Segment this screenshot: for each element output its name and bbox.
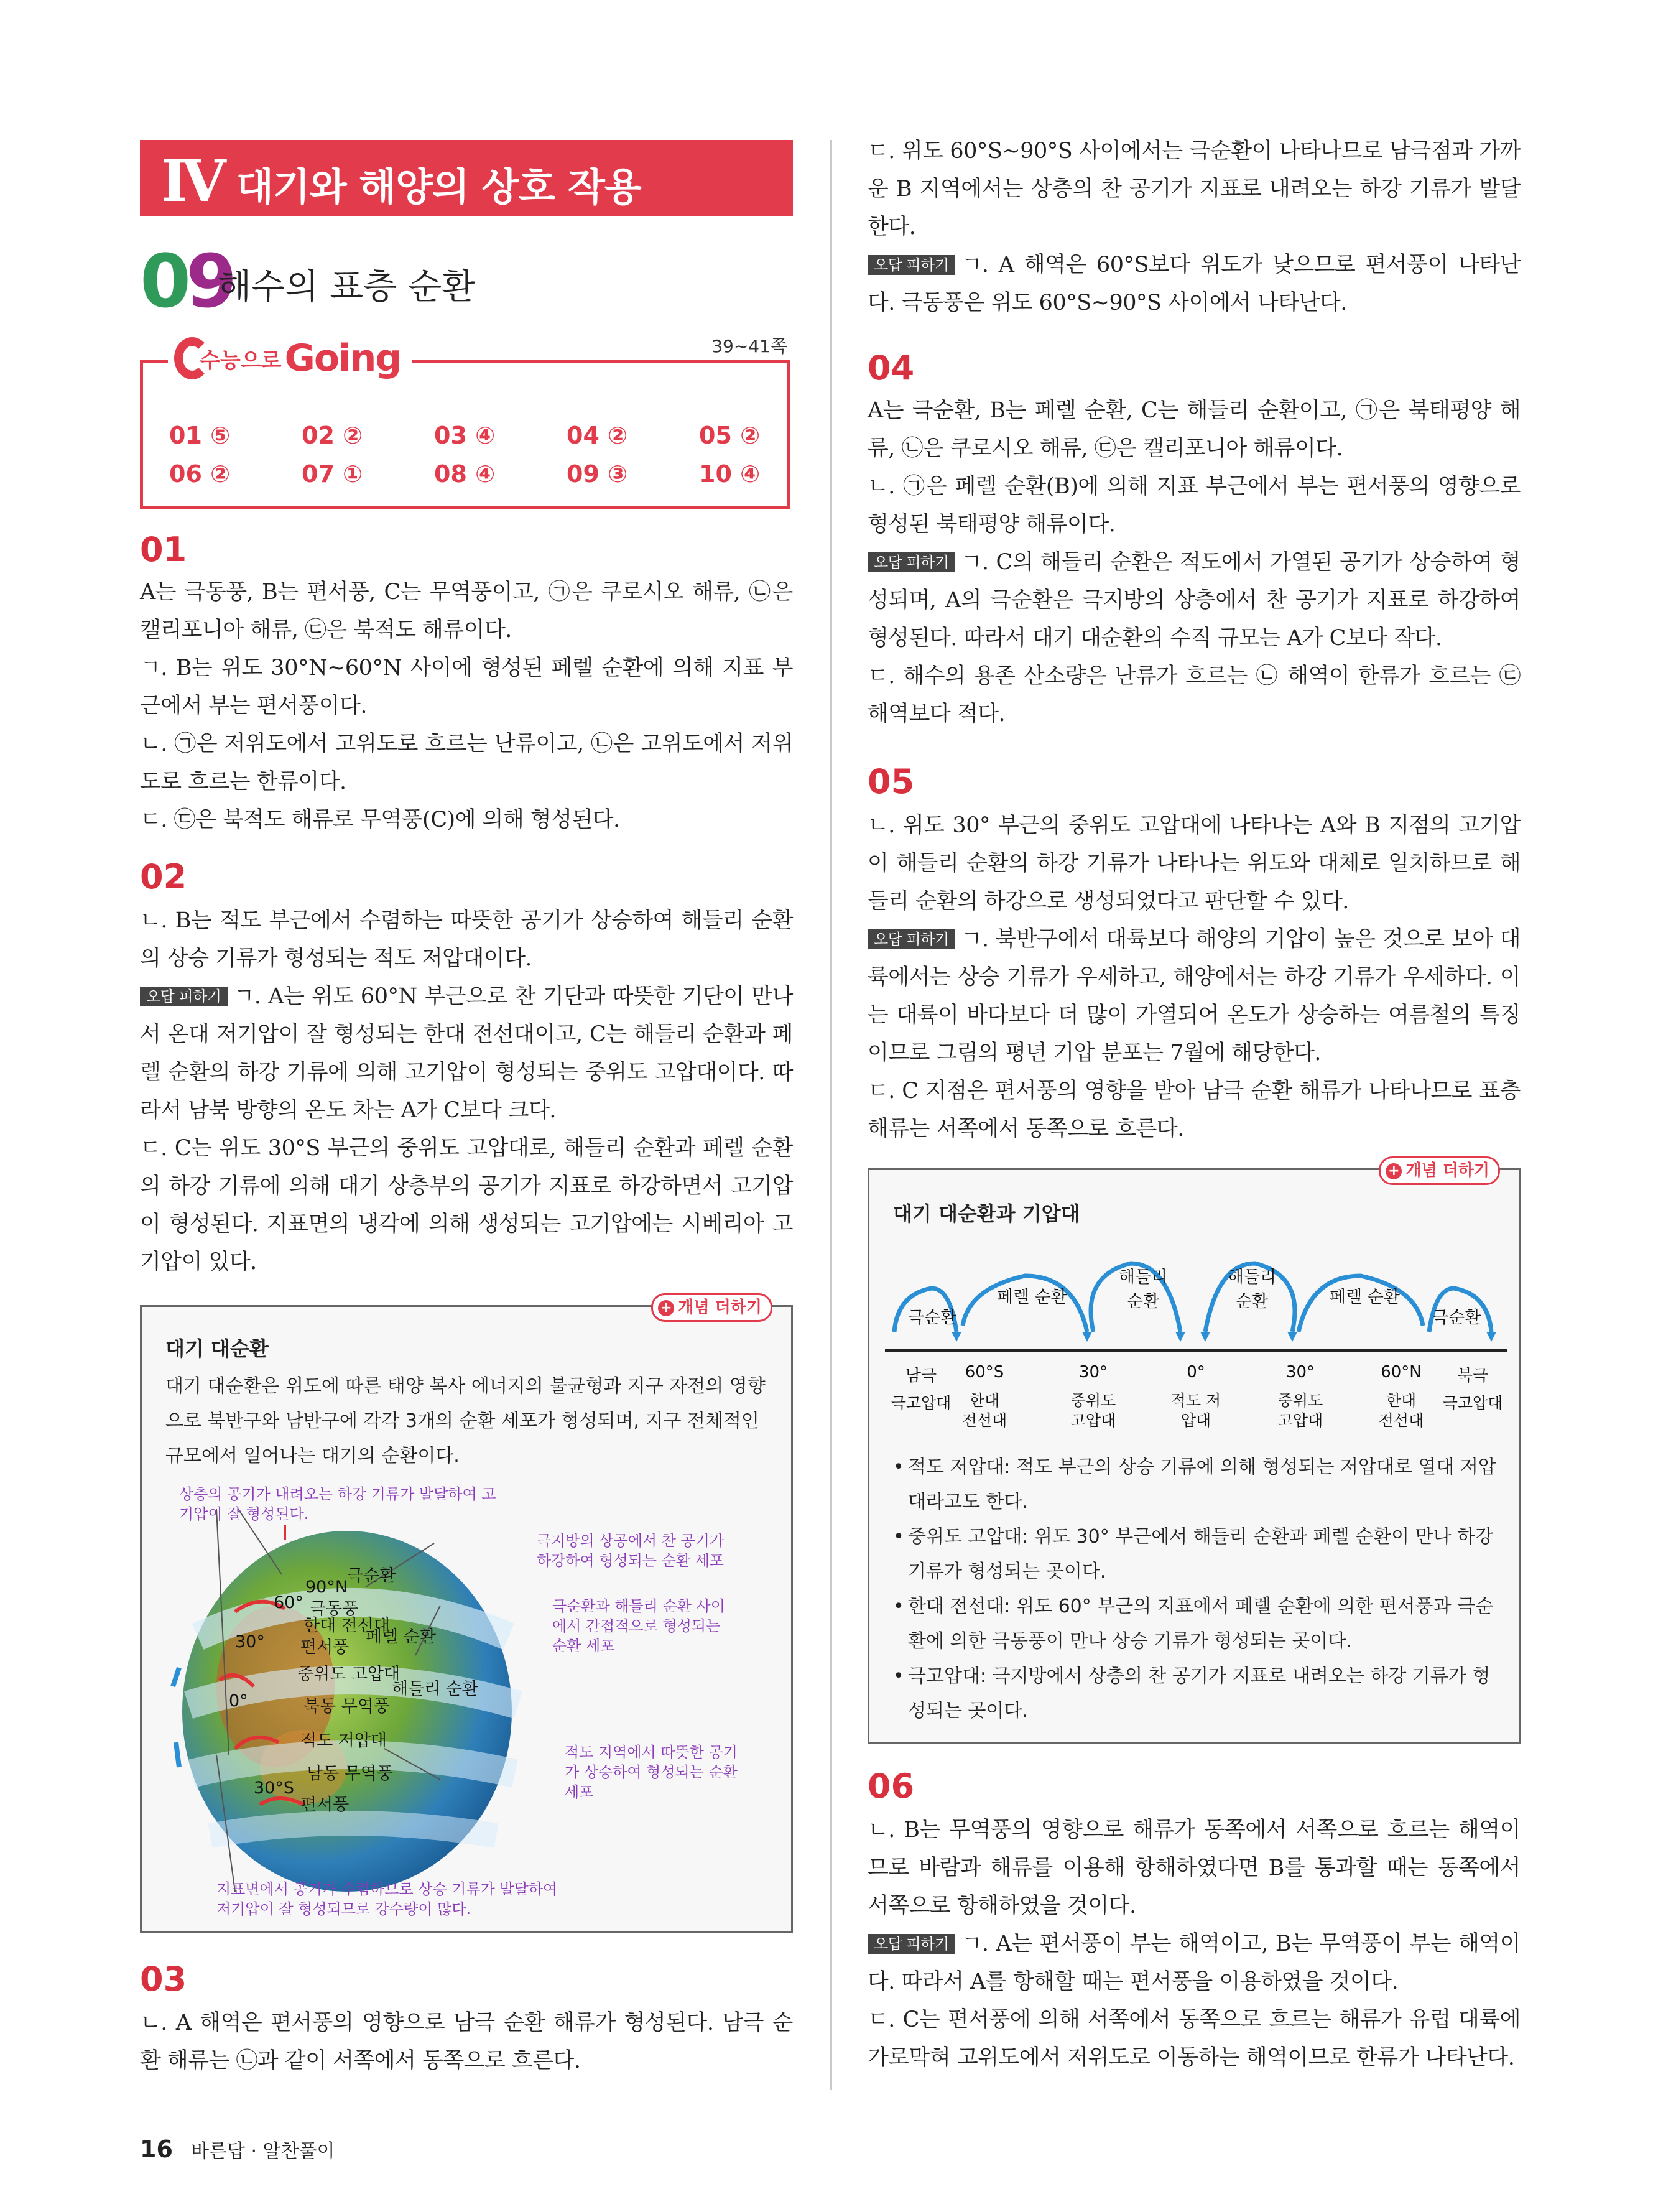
note-hadley: 적도 지역에서 따뜻한 공기가 상승하여 형성되는 순환 세포 [565,1744,738,1801]
cell-label: 페렐 순환 [997,1288,1067,1307]
latitude-label: 북극 [1456,1367,1489,1385]
label-lat-60: 60° [274,1593,303,1612]
page-footer [140,2135,335,2163]
belt-label: 한대 전선대 [961,1392,1007,1429]
label-subtropical-high: 중위도 고압대 [297,1665,401,1684]
label-eq-low: 적도 저압대 [300,1731,387,1750]
answer-item: 10 ④ [699,460,761,488]
unit-banner [140,140,793,216]
note-bottom: 지표면에서 공기가 수렴하므로 상승 기류가 발달하여 저기압이 잘 형성되므로 강수량이 많다. [216,1880,558,1918]
concept-badge: + 개념 더하기 [1379,1156,1500,1185]
cell-label: 해들리 순환 [1227,1268,1277,1311]
question-number: 06 [868,1767,915,1806]
bullet-item: • 한대 전선대: 위도 60° 부근의 지표에서 페렐 순환에 의한 편서풍과 극순환에 의한 극동풍이 만나 상승 기류가 형성되는 곳이다. [893,1589,1503,1659]
label-polar-easterly: 극동풍 [310,1599,359,1619]
bullet-item: • 극고압대: 극지방에서 상층의 찬 공기가 지표로 내려오는 하강 기류가 형성되는 곳이다. [893,1659,1503,1729]
note-ferrel: 극순환과 해들리 순환 사이에서 간접적으로 형성되는 순환 세포 [552,1597,725,1655]
pressure-belt-bullets [893,1450,1503,1729]
belt-label: 극고압대 [891,1394,952,1412]
box-title: 대기 대순환과 기압대 [893,1202,1080,1225]
belt-label: 적도 저압대 [1170,1392,1221,1429]
latitude-label: 60°N [1381,1363,1422,1382]
circulation-cells-diagram [882,1238,1510,1363]
explanation-text: ㄴ. A 해역은 편서풍의 영향으로 남극 순환 해류가 형성된다. 남극 순환 해류는 ㉡과 같이 서쪽에서 동쪽으로 흐른다. [140,2010,793,2073]
tag-wrong-avoid: 오답 피하기 [868,929,955,949]
book-title: 바른답 · 알찬풀이 [190,2140,335,2162]
explanation-text: ㄷ. 위도 60°S~90°S 사이에서는 극순환이 나타나므로 남극점과 가까운 B 지역에서는 상층의 찬 공기가 지표로 내려오는 하강 기류가 발달한다. 오답 피하기 ㄱ. A 해역은 60°S보다 위도가 낮으므로 편서풍이 나타난다. 극동풍은 위도 60°S~90°S 사이에서 나타난다. [868,139,1521,315]
belt-label: 중위도 고압대 [1070,1392,1116,1429]
tag-wrong-avoid: 오답 피하기 [868,552,955,572]
label-lat-0: 0° [229,1691,248,1711]
column-divider [830,140,832,2090]
question-number: 04 [868,348,915,388]
unit-title: 대기와 해양의 상호 작용 [236,164,641,210]
answer-item: 06 ② [169,460,231,488]
box-text: 대기 대순환은 위도에 따른 태양 복사 에너지의 불균형과 지구 자전의 영향으로 북반구와 남반구에 각각 3개의 순환 세포가 형성되며, 지구 전체적인 규모에서 일어나는 대기의 순환이다. [165,1375,766,1467]
bullet-item: • 중위도 고압대: 위도 30° 부근에서 해들리 순환과 페렐 순환이 만나 하강 기류가 형성되는 곳이다. [893,1520,1503,1589]
question-number: 01 [140,530,187,569]
explanation-text: A는 극동풍, B는 편서풍, C는 무역풍이고, ㉠은 쿠로시오 해류, ㉡은 캘리포니아 해류, ㉢은 북적도 해류이다. ㄱ. B는 위도 30°N~60°N 사이에 형성된 페렐 순환에 의해 지표 부근에서 부는 편서풍이다. ㄴ. ㉠은 저위도에서 고위도로 흐르는 난류이고, ㉡은 고위도에서 저위도로 흐르는 한류이다. ㄷ. ㉢은 북적도 해류로 무역풍(C)에 의해 형성된다. [140,580,793,832]
explanation-text: ㄴ. 위도 30° 부근의 중위도 고압대에 나타나는 A와 B 지점의 고기압이 해들리 순환의 하강 기류가 나타나는 위도와 대체로 일치하므로 해들리 순환의 하강으로 생성되었다고 판단할 수 있다. 오답 피하기 ㄱ. 북반구에서 대륙보다 해양의 기압이 높은 것으로 보아 대륙에서는 상승 기류가 우세하고, 해양에서는 하강 기류가 우세하다. 이는 대륙이 바다보다 더 많이 가열되어 온도가 상승하는 여름철의 특징이므로 그림의 평년 기압 분포는 7월에 해당한다. ㄷ. C 지점은 편서풍의 영향을 받아 남극 순환 해류가 나타나므로 표층 해류는 서쪽에서 동쪽으로 흐른다. [868,813,1521,1141]
answer-item: 02 ② [302,422,363,449]
tag-wrong-avoid: 오답 피하기 [868,1934,955,1954]
unit-number: Ⅳ [161,147,223,215]
cell-label: 극순환 [1432,1308,1481,1327]
latitude-label: 남극 [905,1367,937,1385]
label-hadley-cell: 해들리 순환 [392,1680,478,1699]
box-title: 대기 대순환 [165,1337,269,1360]
answer-item: 08 ④ [434,460,496,488]
note-top: 상층의 공기가 내려오는 하강 기류가 발달하여 고기압이 잘 형성된다. [179,1485,496,1523]
concept-box-general-circulation [140,1298,793,1933]
answer-item: 03 ④ [434,422,496,449]
belt-label: 극고압대 [1442,1394,1503,1412]
tag-wrong-avoid: 오답 피하기 [140,987,228,1006]
answer-item: 01 ⑤ [169,422,231,449]
cell-label: 극순환 [908,1308,957,1327]
label-westerly: 편서풍 [300,1638,350,1657]
label-lat-30: 30° [235,1632,265,1652]
chapter-number: 09 [140,238,233,324]
answer-item: 07 ① [302,460,363,488]
concept-badge: + 개념 더하기 [651,1293,772,1322]
label-ferrel-cell: 페렐 순환 [366,1627,436,1647]
answer-box [140,336,790,509]
question-number: 03 [140,1959,187,1999]
latitude-label: 60°S [965,1363,1004,1382]
belt-label: 한대 전선대 [1378,1392,1424,1429]
explanation-text: A는 극순환, B는 페렐 순환, C는 해들리 순환이고, ㉠은 북태평양 해류, ㉡은 쿠로시오 해류, ㉢은 캘리포니아 해류이다. ㄴ. ㉠은 페렐 순환(B)에 의해 지표 부근에서 부는 편서풍의 영향으로 형성된 북태평양 해류이다. 오답 피하기 ㄱ. C의 해들리 순환은 적도에서 가열된 공기가 상승하여 형성되며, A의 극순환은 극지방의 상층에서 찬 공기가 지표로 하강하여 형성된다. 따라서 대기 대순환의 수직 규모는 A가 C보다 작다. ㄷ. 해수의 용존 산소량은 난류가 흐르는 ㉡ 해역이 한류가 흐르는 ㉢ 해역보다 적다. [868,398,1521,727]
cell-label: 해들리 순환 [1118,1268,1168,1311]
going-logo: 수능으로 Going [168,337,412,389]
plus-icon: + [1386,1163,1402,1179]
answer-item: 04 ② [567,422,628,449]
chapter-heading [140,238,700,324]
latitude-label: 30° [1078,1363,1108,1382]
globe-diagram [160,1481,776,1929]
label-lat-30s: 30°S [254,1778,294,1798]
page-number: 16 [140,2135,173,2163]
answer-item: 09 ③ [567,460,628,488]
belt-label: 중위도 고압대 [1277,1392,1323,1429]
chapter-title: 해수의 표층 순환 [218,267,476,307]
plus-icon: + [658,1300,674,1316]
label-polar-front: 한대 전선대 [303,1616,390,1635]
tag-wrong-avoid: 오답 피하기 [868,255,955,275]
label-ne-trade: 북동 무역풍 [303,1697,390,1716]
label-polar-cell: 극순환 [347,1566,396,1586]
label-westerly-south: 편서풍 [300,1795,350,1815]
answer-item: 05 ② [699,422,761,449]
cell-label: 페렐 순환 [1330,1288,1400,1307]
latitude-label: 30° [1285,1363,1315,1382]
explanation-text: ㄴ. B는 적도 부근에서 수렴하는 따뜻한 공기가 상승하여 해들리 순환의 상승 기류가 형성되는 적도 저압대이다. 오답 피하기 ㄱ. A는 위도 60°N 부근으로 찬 기단과 따뜻한 기단이 만나서 온대 저기압이 잘 형성되는 한대 전선대이고, C는 해들리 순환과 페렐 순환의 하강 기류에 의해 고기압이 형성되는 중위도 고압대이다. 따라서 남북 방향의 온도 차는 A가 C보다 크다. ㄷ. C는 위도 30°S 부근의 중위도 고압대로, 해들리 순환과 페렐 순환의 하강 기류에 의해 대기 상층부의 공기가 지표로 하강하면서 고기압이 형성된다. 지표면의 냉각에 의해 생성되는 고기압에는 시베리아 고기압이 있다. [140,908,793,1275]
label-lat-90: 90°N [305,1578,348,1597]
latitude-label: 0° [1187,1363,1205,1382]
bullet-item: • 적도 저압대: 적도 부근의 상승 기류에 의해 형성되는 저압대로 열대 저압대라고도 한다. [893,1450,1503,1520]
question-number: 05 [868,762,915,801]
label-se-trade: 남동 무역풍 [307,1764,393,1783]
concept-box-pressure-belts [868,1161,1521,1744]
question-number: 02 [140,857,187,896]
explanation-text: ㄴ. B는 무역풍의 영향으로 해류가 동쪽에서 서쪽으로 흐르는 해역이므로 바람과 해류를 이용해 항해하였다면 B를 통과할 때는 동쪽에서 서쪽으로 항해하였을 것이다. 오답 피하기 ㄱ. A는 편서풍이 부는 해역이고, B는 무역풍이 부는 해역이다. 따라서 A를 항해할 때는 편서풍을 이용하였을 것이다. ㄷ. C는 편서풍에 의해 서쪽에서 동쪽으로 흐르는 해류가 유럽 대륙에 가로막혀 고위도에서 저위도로 이동하는 해역이므로 한류가 나타난다. [868,1818,1521,2070]
page-range: 39~41쪽 [704,333,787,358]
note-polar: 극지방의 상공에서 찬 공기가 하강하여 형성되는 순환 세포 [537,1532,725,1569]
